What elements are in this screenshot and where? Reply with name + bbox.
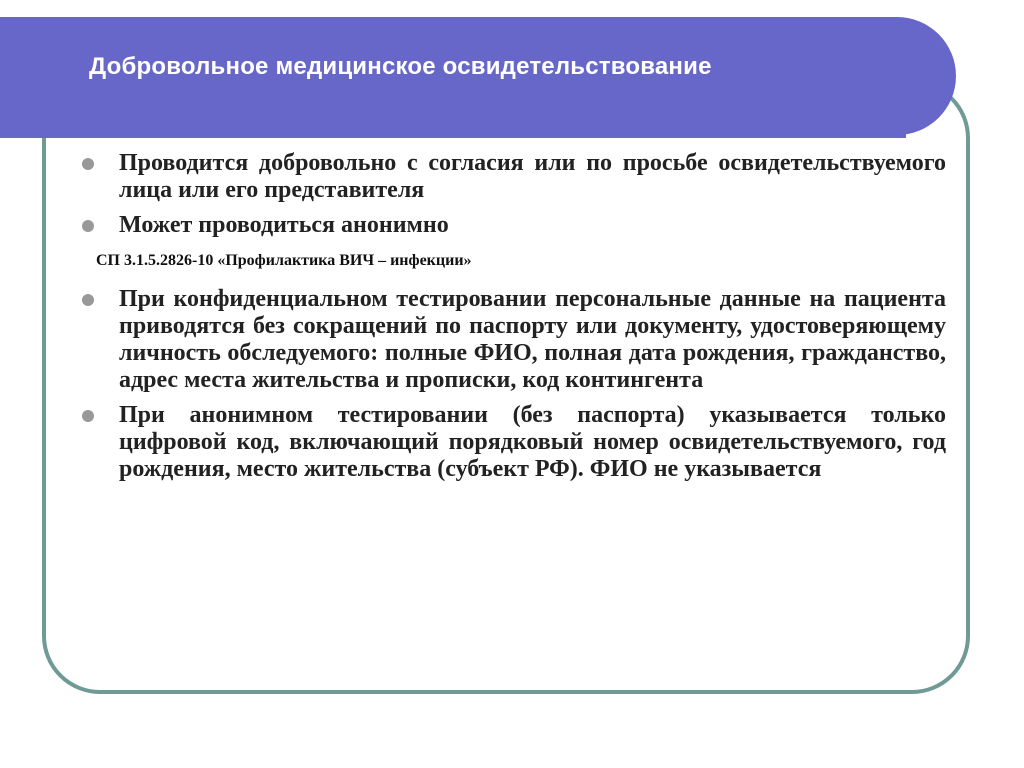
bullet-item <box>80 150 946 204</box>
bullet-text: При анонимном тестировании (без паспорта) указывается только цифровой код, включающий порядковый номер освидетельствуемого, год рождения, место жительства (субъект РФ). ФИО не указывается <box>119 402 946 482</box>
title-underline <box>0 134 906 138</box>
reference-note: СП 3.1.5.2826-10 «Профилактика ВИЧ – инфекции» <box>96 252 472 269</box>
bullet-text: При конфиденциальном тестировании персональные данные на пациента приводятся без сокращений по паспорту или документу, удостоверяющему личность обследуемого: полные ФИО, полная дата рождения, гражданство, адрес места жительства и прописки, код контингента <box>119 286 946 393</box>
slide-body <box>80 150 946 491</box>
bullet-dot-icon <box>82 410 94 422</box>
slide-title: Добровольное медицинское освидетельствование <box>89 53 712 80</box>
bullet-dot-icon <box>82 158 94 170</box>
bullet-item <box>80 402 946 483</box>
bullet-item <box>80 286 946 394</box>
bullet-item <box>80 212 946 239</box>
title-banner <box>0 17 956 135</box>
bullet-dot-icon <box>82 220 94 232</box>
bullet-dot-icon <box>82 294 94 306</box>
bullet-text: Проводится добровольно с согласия или по просьбе освидетельствуемого лица или его представителя <box>119 150 946 203</box>
bullet-text: Может проводиться анонимно <box>119 212 449 238</box>
